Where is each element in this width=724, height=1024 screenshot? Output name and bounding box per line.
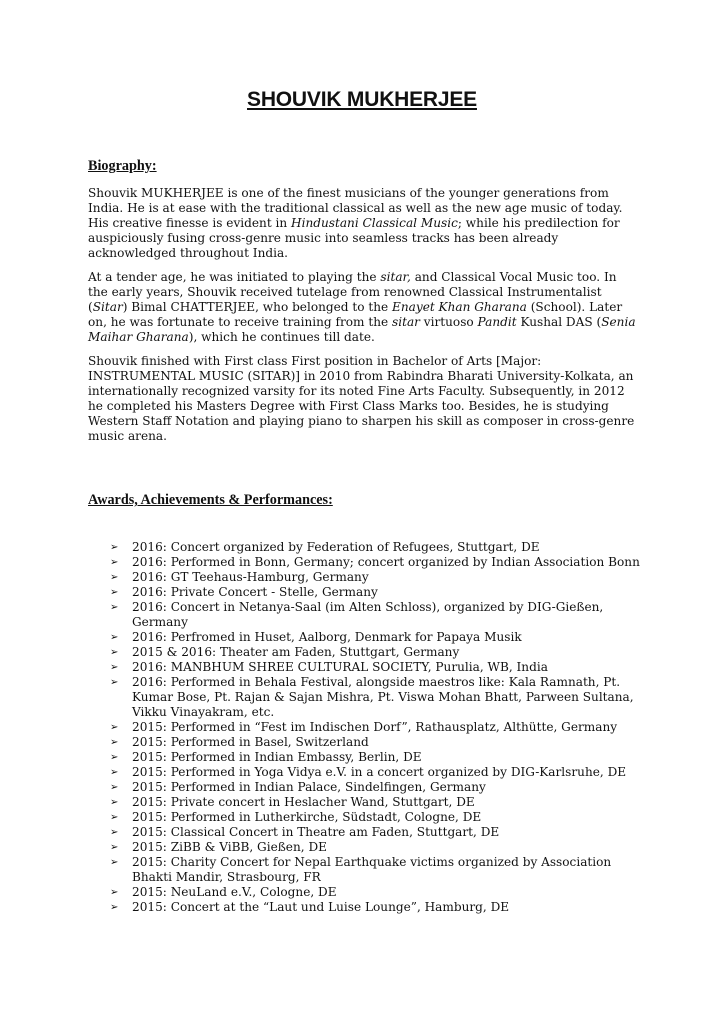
award-text: 2015: Performed in Basel, Switzerland [132,735,369,749]
text-run: Shouvik finished with First class First position in Bachelor of Arts [Major: INSTRUMENTAL MUSIC (SITAR)] in 2010 from Rabindra Bharati University-Kolkata, an internationally recognized varsity for its noted Fine Arts Faculty. Subsequently, in 2012 he completed his Masters Degree with First Class Marks too. Besides, he is studying Western Staff Notation and playing piano to sharpen his skill as composer in cross-genre music arena. [88,354,635,443]
arrow-bullet-icon: ➢ [110,632,119,643]
biography-body [88,186,636,453]
award-item [110,780,642,795]
text-run: ), which he continues till date. [188,330,375,344]
arrow-bullet-icon: ➢ [110,677,119,688]
award-item [110,840,642,855]
award-item [110,900,642,915]
award-text: 2016: Performed in Bonn, Germany; concert organized by Indian Association Bonn [132,555,640,569]
arrow-bullet-icon: ➢ [110,842,119,853]
text-run: (School). Later on, he was fortunate to receive training from the [88,300,623,329]
award-text: 2016: Concert organized by Federation of Refugees, Stuttgart, DE [132,540,540,554]
award-text: 2016: Performed in Behala Festival, alongside maestros like: Kala Ramnath, Pt. Kumar Bose, Pt. Rajan & Sajan Mishra, Pt. Viswa Mohan Bhatt, Parween Sultana, Vikku Vinayakram, etc. [132,675,634,719]
biography-paragraph [88,270,636,345]
award-text: 2015: Private concert in Heslacher Wand, Stuttgart, DE [132,795,475,809]
arrow-bullet-icon: ➢ [110,587,119,598]
award-text: 2016: Concert in Netanya-Saal (im Alten Schloss), organized by DIG-Gießen, Germany [132,600,604,629]
award-item [110,825,642,840]
italic-term: Enayet Khan Gharana [392,300,527,314]
awards-heading: Awards, Achievements & Performances: [88,492,333,508]
italic-term: sitar, [380,270,411,284]
award-item [110,795,642,810]
arrow-bullet-icon: ➢ [110,542,119,553]
biography-heading: Biography: [88,158,157,174]
arrow-bullet-icon: ➢ [110,902,119,913]
award-text: 2016: MANBHUM SHREE CULTURAL SOCIETY, Purulia, WB, India [132,660,548,674]
text-run: ; while his predilection for auspiciously fusing cross-genre music into seamless tracks has been already acknowledged throughout India. [88,216,620,260]
award-item [110,600,642,630]
award-text: 2015: Concert at the “Laut und Luise Lounge”, Hamburg, DE [132,900,510,914]
arrow-bullet-icon: ➢ [110,572,119,583]
arrow-bullet-icon: ➢ [110,827,119,838]
text-run: At a tender age, he was initiated to playing the [88,270,381,284]
award-item [110,750,642,765]
award-item [110,555,642,570]
page-title: SHOUVIK MUKHERJEE [247,88,477,111]
arrow-bullet-icon: ➢ [110,557,119,568]
award-text: 2015: ZiBB & ViBB, Gießen, DE [132,840,327,854]
text-run: and Classical Vocal Music too. In the early years, Shouvik received tutelage from renowned Classical Instrumentalist ( [88,270,617,314]
award-text: 2016: GT Teehaus-Hamburg, Germany [132,570,369,584]
arrow-bullet-icon: ➢ [110,647,119,658]
arrow-bullet-icon: ➢ [110,782,119,793]
award-text: 2015: Performed in Lutherkirche, Südstadt, Cologne, DE [132,810,482,824]
arrow-bullet-icon: ➢ [110,737,119,748]
award-text: 2015 & 2016: Theater am Faden, Stuttgart, Germany [132,645,460,659]
award-item [110,585,642,600]
award-text: 2015: NeuLand e.V., Cologne, DE [132,885,337,899]
arrow-bullet-icon: ➢ [110,797,119,808]
award-text: 2015: Charity Concert for Nepal Earthquake victims organized by Association Bhakti Mandir, Strasbourg, FR [132,855,612,884]
award-text: 2015: Performed in Indian Palace, Sindelfingen, Germany [132,780,486,794]
award-text: 2015: Performed in Indian Embassy, Berlin, DE [132,750,422,764]
biography-paragraph [88,186,636,261]
italic-term: Senia Maihar Gharana [88,315,636,344]
award-item [110,540,642,555]
arrow-bullet-icon: ➢ [110,857,119,868]
award-text: 2016: Private Concert - Stelle, Germany [132,585,378,599]
italic-term: sitar [392,315,420,329]
biography-paragraph [88,354,636,444]
award-item [110,630,642,645]
award-item [110,675,642,720]
award-item [110,660,642,675]
award-item [110,570,642,585]
arrow-bullet-icon: ➢ [110,662,119,673]
award-item [110,810,642,825]
award-text: 2016: Perfromed in Huset, Aalborg, Denmark for Papaya Musik [132,630,522,644]
award-item [110,735,642,750]
award-item [110,720,642,735]
awards-list [110,540,642,915]
award-text: 2015: Performed in Yoga Vidya e.V. in a concert organized by DIG-Karlsruhe, DE [132,765,627,779]
arrow-bullet-icon: ➢ [110,812,119,823]
italic-term: Sitar [92,300,123,314]
arrow-bullet-icon: ➢ [110,752,119,763]
arrow-bullet-icon: ➢ [110,887,119,898]
award-text: 2015: Performed in “Fest im Indischen Dorf”, Rathausplatz, Althütte, Germany [132,720,618,734]
text-run: virtuoso [419,315,478,329]
award-text: 2015: Classical Concert in Theatre am Faden, Stuttgart, DE [132,825,500,839]
award-item [110,645,642,660]
italic-term: Pandit [477,315,517,329]
award-item [110,765,642,780]
award-item [110,885,642,900]
italic-term: Hindustani Classical Music [291,216,458,230]
arrow-bullet-icon: ➢ [110,722,119,733]
text-run: ) Bimal CHATTERJEE, who belonged to the [122,300,393,314]
arrow-bullet-icon: ➢ [110,602,119,613]
award-item [110,855,642,885]
text-run: Shouvik MUKHERJEE is one of the finest musicians of the younger generations from India. He is at ease with the traditional classical as well as the new age music of today. His creative finesse is evident in [88,186,623,230]
text-run: Kushal DAS ( [516,315,602,329]
arrow-bullet-icon: ➢ [110,767,119,778]
